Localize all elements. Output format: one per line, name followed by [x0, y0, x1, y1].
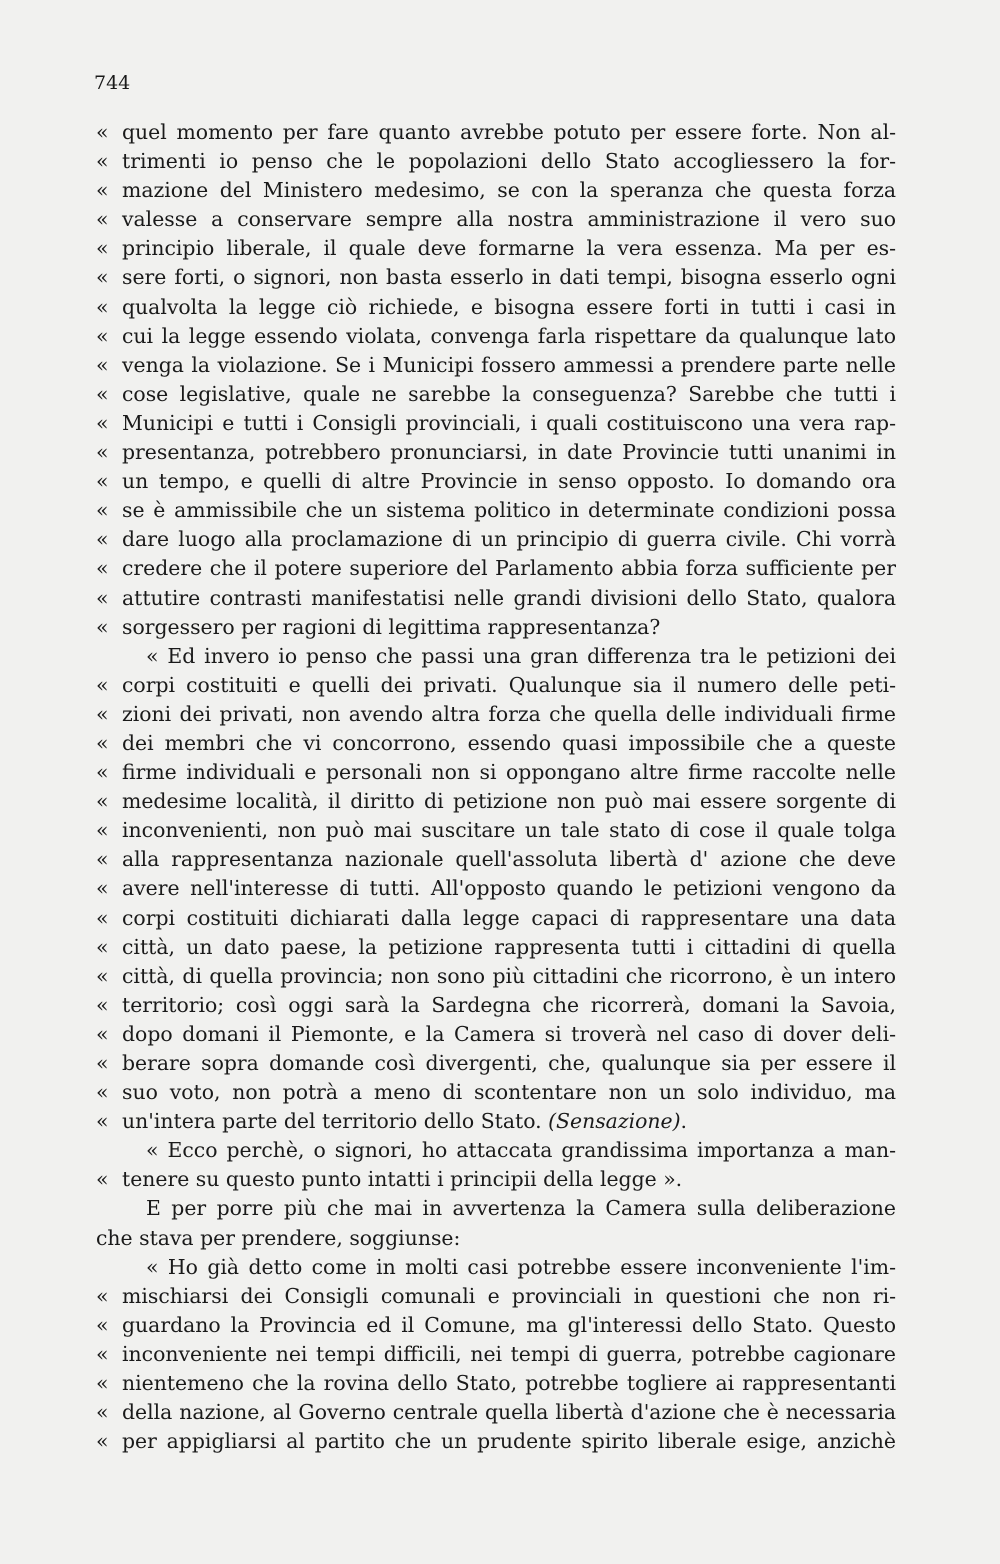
text-line: [96, 729, 896, 758]
text-line: [96, 700, 896, 729]
text-line: [96, 1398, 896, 1427]
line-text: zioni dei privati, non avendo altra forza che quella delle individuali firme: [122, 701, 896, 726]
text-line: [96, 293, 896, 322]
text-line: [96, 1369, 896, 1398]
text-line: [96, 991, 896, 1020]
quote-mark: «: [96, 149, 109, 174]
line-text: mischiarsi dei Consigli comunali e provinciali in questioni che non ri-: [122, 1283, 896, 1308]
quote-mark: «: [96, 440, 109, 465]
text-line: [96, 322, 896, 351]
text-line: [96, 758, 896, 787]
line-text: E per porre più che mai in avvertenza la Camera sulla deliberazione: [146, 1196, 896, 1221]
line-text: se è ammissibile che un sistema politico in determinate condizioni possa: [122, 498, 896, 523]
line-text: principio liberale, il quale deve formarne la vera essenza. Ma per es-: [122, 236, 896, 261]
quote-mark: «: [96, 556, 109, 581]
trailing-punctuation: .: [680, 1109, 688, 1134]
quote-mark: «: [96, 818, 109, 843]
text-line: [96, 496, 896, 525]
text-line: [96, 118, 896, 147]
text-line: [96, 1253, 896, 1282]
line-text: per appigliarsi al partito che un prudente spirito liberale esige, anzichè: [122, 1429, 896, 1454]
line-text: credere che il potere superiore del Parlamento abbia forza sufficiente per: [122, 556, 896, 581]
quote-mark: «: [96, 992, 109, 1017]
line-text: inconveniente nei tempi difficili, nei tempi di guerra, potrebbe cagionare: [122, 1341, 896, 1366]
line-text: dare luogo alla proclamazione di un principio di guerra civile. Chi vorrà: [122, 527, 896, 552]
body-text: [96, 118, 896, 1456]
line-text: dopo domani il Piemonte, e la Camera si troverà nel caso di dover deli-: [122, 1021, 896, 1046]
line-text: quel momento per fare quanto avrebbe potuto per essere forte. Non al-: [122, 120, 896, 144]
text-line: [96, 409, 896, 438]
line-text: alla rappresentanza nazionale quell'assoluta libertà d' azione che deve: [122, 847, 896, 872]
italic-annotation: (Sensazione): [548, 1109, 681, 1134]
line-text: « Ed invero io penso che passi una gran differenza tra le petizioni dei: [146, 643, 896, 668]
quote-mark: «: [96, 701, 109, 726]
quote-mark: «: [96, 614, 109, 639]
quote-mark: «: [96, 207, 109, 232]
text-line: [96, 1136, 896, 1165]
quote-mark: «: [96, 1021, 109, 1046]
text-line: [96, 904, 896, 933]
text-line: [96, 147, 896, 176]
line-text: « Ho già detto come in molti casi potrebbe essere inconveniente l'im-: [146, 1254, 896, 1279]
text-line: [96, 525, 896, 554]
quote-mark: «: [96, 381, 109, 406]
line-text: sorgessero per ragioni di legittima rappresentanza?: [122, 614, 661, 639]
quote-mark: «: [96, 876, 109, 901]
line-text: avere nell'interesse di tutti. All'opposto quando le petizioni vengono da: [122, 876, 896, 901]
line-text: firme individuali e personali non si oppongano altre firme raccolte nelle: [122, 760, 896, 785]
text-line: [96, 1020, 896, 1049]
quote-mark: «: [96, 1400, 109, 1425]
text-line: [96, 380, 896, 409]
quote-mark: «: [96, 1429, 109, 1454]
quote-mark: «: [96, 1080, 109, 1105]
line-text: venga la violazione. Se i Municipi fossero ammessi a prendere parte nelle: [122, 352, 896, 377]
text-line: [96, 584, 896, 613]
quote-mark: «: [96, 1109, 109, 1134]
line-text: città, un dato paese, la petizione rappresenta tutti i cittadini di quella: [122, 934, 896, 959]
line-text: cui la legge essendo violata, convenga farla rispettare da qualunque lato: [122, 323, 896, 348]
text-line: [96, 205, 896, 234]
line-text: attutire contrasti manifestatisi nelle grandi divisioni dello Stato, qualora: [122, 585, 896, 610]
quote-mark: «: [96, 905, 109, 930]
text-line: [96, 845, 896, 874]
quote-mark: «: [96, 672, 109, 697]
line-text: che stava per prendere, soggiunse:: [96, 1225, 461, 1250]
quote-mark: «: [96, 760, 109, 785]
quote-mark: «: [96, 294, 109, 319]
text-line: [96, 642, 896, 671]
quote-mark: «: [96, 527, 109, 552]
text-line: [96, 874, 896, 903]
text-line: [96, 933, 896, 962]
text-line: [96, 467, 896, 496]
quote-mark: «: [96, 1312, 109, 1337]
text-line: [96, 351, 896, 380]
text-line: [96, 1340, 896, 1369]
quote-mark: «: [96, 1371, 109, 1396]
line-text: sere forti, o signori, non basta esserlo in dati tempi, bisogna esserlo ogni: [122, 265, 896, 290]
line-text: corpi costituiti e quelli dei privati. Qualunque sia il numero delle peti-: [122, 672, 896, 697]
line-text: della nazione, al Governo centrale quella libertà d'azione che è necessaria: [122, 1400, 896, 1425]
quote-mark: «: [96, 178, 109, 203]
text-line: [96, 1224, 896, 1253]
text-line: [96, 1165, 896, 1194]
text-line: [96, 787, 896, 816]
line-text: corpi costituiti dichiarati dalla legge capaci di rappresentare una data: [122, 905, 896, 930]
line-text: città, di quella provincia; non sono più cittadini che ricorrono, è un intero: [122, 963, 896, 988]
line-text: tenere su questo punto intatti i principii della legge ».: [122, 1167, 683, 1192]
text-line: [96, 1049, 896, 1078]
text-line: [96, 1078, 896, 1107]
quote-mark: «: [96, 120, 109, 144]
line-text: suo voto, non potrà a meno di scontentare non un solo individuo, ma: [122, 1080, 896, 1105]
page-number: 744: [94, 72, 131, 94]
text-line: [96, 1282, 896, 1311]
quote-mark: «: [96, 789, 109, 814]
text-line: [96, 1311, 896, 1340]
quote-mark: «: [96, 236, 109, 261]
text-line: [96, 234, 896, 263]
quote-mark: «: [96, 410, 109, 435]
quote-mark: «: [96, 1341, 109, 1366]
text-line: [96, 176, 896, 205]
line-text: nientemeno che la rovina dello Stato, potrebbe togliere ai rappresentanti: [122, 1371, 896, 1396]
text-line: [96, 1427, 896, 1456]
line-text: territorio; così oggi sarà la Sardegna che ricorrerà, domani la Savoia,: [122, 992, 896, 1017]
text-line: [96, 1107, 896, 1136]
text-line: [96, 438, 896, 467]
line-text: un tempo, e quelli di altre Provincie in senso opposto. Io domando ora: [122, 469, 896, 494]
quote-mark: «: [96, 1051, 109, 1075]
text-line: [96, 613, 896, 642]
line-text: presentanza, potrebbero pronunciarsi, in date Provincie tutti unanimi in: [122, 440, 896, 465]
quote-mark: «: [96, 498, 109, 523]
text-line: [96, 671, 896, 700]
text-line: [96, 554, 896, 583]
line-text: mazione del Ministero medesimo, se con la speranza che questa forza: [122, 178, 896, 203]
quote-mark: «: [96, 1167, 109, 1192]
quote-mark: «: [96, 847, 109, 872]
text-line: [96, 263, 896, 292]
text-line: [96, 962, 896, 991]
quote-mark: «: [96, 730, 109, 755]
quote-mark: «: [96, 934, 109, 959]
line-text: dei membri che vi concorrono, essendo quasi impossibile che a queste: [122, 730, 896, 755]
line-text: « Ecco perchè, o signori, ho attaccata grandissima importanza a man-: [146, 1138, 896, 1163]
quote-mark: «: [96, 963, 109, 988]
line-text: inconvenienti, non può mai suscitare un tale stato di cose il quale tolga: [122, 818, 896, 843]
quote-mark: «: [96, 1283, 109, 1308]
line-text: medesime località, il diritto di petizione non può mai essere sorgente di: [122, 789, 896, 814]
quote-mark: «: [96, 469, 109, 494]
line-text: un'intera parte del territorio dello Stato.: [122, 1109, 542, 1134]
line-text: cose legislative, quale ne sarebbe la conseguenza? Sarebbe che tutti i: [122, 381, 896, 406]
quote-mark: «: [96, 352, 109, 377]
line-text: berare sopra domande così divergenti, che, qualunque sia per essere il: [122, 1051, 896, 1075]
line-text: guardano la Provincia ed il Comune, ma gl'interessi dello Stato. Questo: [122, 1312, 896, 1337]
line-text: qualvolta la legge ciò richiede, e bisogna essere forti in tutti i casi in: [122, 294, 896, 319]
line-text: trimenti io penso che le popolazioni dello Stato accogliessero la for-: [122, 149, 896, 174]
quote-mark: «: [96, 265, 109, 290]
line-text: valesse a conservare sempre alla nostra amministrazione il vero suo: [122, 207, 896, 232]
quote-mark: «: [96, 323, 109, 348]
quote-mark: «: [96, 585, 109, 610]
line-text: Municipi e tutti i Consigli provinciali, i quali costituiscono una vera rap-: [122, 410, 896, 435]
text-line: [96, 816, 896, 845]
text-line: [96, 1194, 896, 1223]
